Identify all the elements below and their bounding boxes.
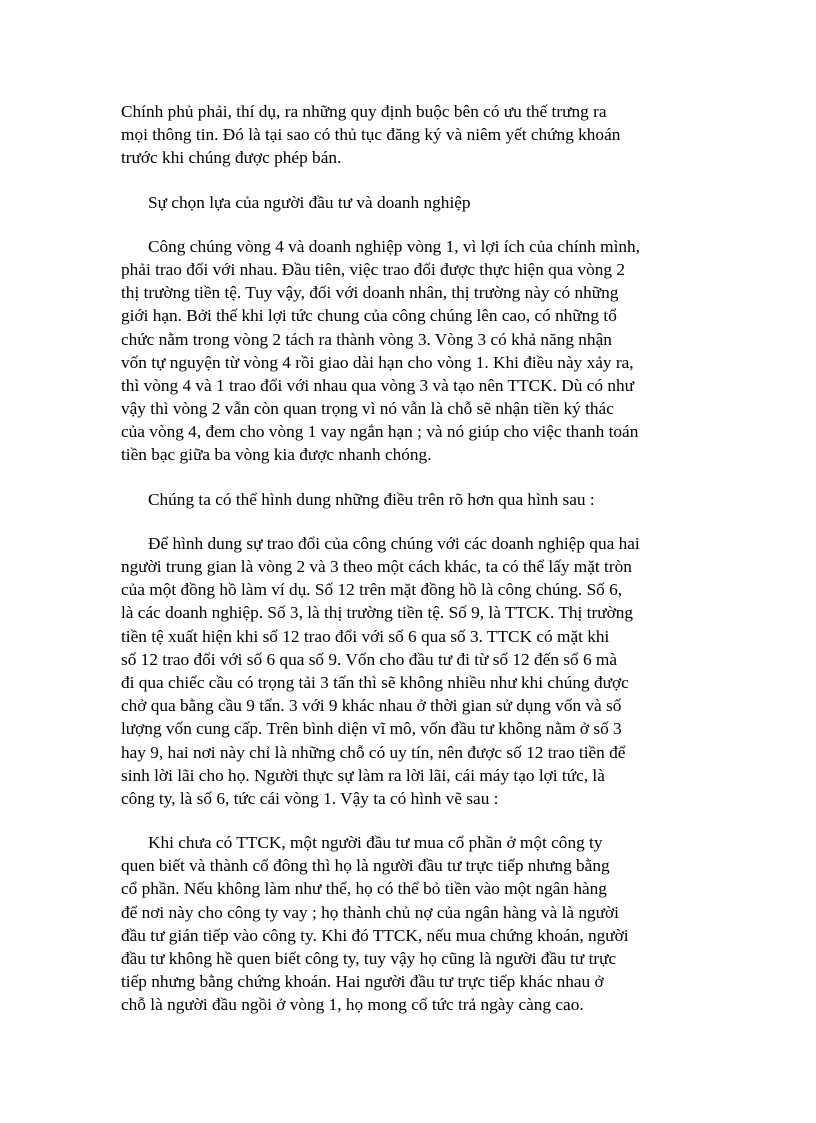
text-line: chở qua bằng cầu 9 tấn. 3 với 9 khác nhau ở thời gian sử dụng vốn và số bbox=[121, 696, 622, 716]
text-line: đầu tư gián tiếp vào công ty. Khi đó TTCK, nếu mua chứng khoán, người bbox=[121, 925, 629, 945]
text-line: Sự chọn lựa của người đầu tư và doanh nghiệp bbox=[148, 192, 471, 212]
text-line: Công chúng vòng 4 và doanh nghiệp vòng 1, vì lợi ích của chính mình, bbox=[148, 236, 640, 256]
text-line: số 12 trao đổi với số 6 qua số 9. Vốn cho đầu tư đi từ số 12 đến số 6 mà bbox=[121, 649, 618, 669]
text-line: phải trao đổi với nhau. Đầu tiên, việc trao đổi được thực hiện qua vòng 2 bbox=[121, 259, 625, 279]
text-line: Chính phủ phải, thí dụ, ra những quy định buộc bên có ưu thế trưng ra bbox=[121, 102, 607, 121]
text-line: giới hạn. Bởi thế khi lợi tức chung của công chúng lên cao, có những tổ bbox=[121, 306, 617, 326]
text-line: thị trường tiền tệ. Tuy vậy, đối với doanh nhân, thị trường này có những bbox=[121, 283, 619, 303]
text-line: là các doanh nghiệp. Số 3, là thị trường tiền tệ. Số 9, là TTCK. Thị trường bbox=[121, 603, 634, 623]
text-line: Để hình dung sự trao đổi của công chúng với các doanh nghiệp qua hai bbox=[148, 533, 640, 553]
text-line: đi qua chiếc cầu có trọng tải 3 tấn thì sẽ không nhiều như khi chúng được bbox=[121, 672, 629, 692]
text-line: mọi thông tin. Đó là tại sao có thủ tục đăng ký và niêm yết chứng khoán bbox=[121, 125, 621, 145]
paragraph bbox=[121, 831, 701, 1017]
text-line: người trung gian là vòng 2 và 3 theo một cách khác, ta có thể lấy mặt tròn bbox=[121, 557, 632, 576]
text-line: chỗ là người đầu ngồi ở vòng 1, họ mong cổ tức trả ngày càng cao. bbox=[121, 995, 584, 1015]
text-line: đầu tư không hề quen biết công ty, tuy vậy họ cũng là người đầu tư trực bbox=[121, 949, 617, 968]
text-line: vốn tự nguyện từ vòng 4 rồi giao dài hạn cho vòng 1. Khi điều này xảy ra, bbox=[121, 352, 634, 372]
paragraph bbox=[121, 100, 701, 170]
text-line: Khi chưa có TTCK, một người đầu tư mua cổ phần ở một công ty bbox=[148, 833, 603, 853]
text-line: chức nằm trong vòng 2 tách ra thành vòng 3. Vòng 3 có khả năng nhận bbox=[121, 329, 612, 349]
text-line: tiếp nhưng bằng chứng khoán. Hai người đầu tư trực tiếp khác nhau ở bbox=[121, 972, 604, 992]
text-line: để nơi này cho công ty vay ; họ thành chủ nợ của ngân hàng và là người bbox=[121, 902, 619, 922]
text-line: tiền bạc giữa ba vòng kia được nhanh chóng. bbox=[121, 445, 432, 465]
text-line: công ty, là số 6, tức cái vòng 1. Vậy ta có hình vẽ sau : bbox=[121, 788, 499, 808]
text-line: thì vòng 4 và 1 trao đổi với nhau qua vòng 3 và tạo nên TTCK. Dù có như bbox=[121, 375, 635, 395]
text-line: lượng vốn cung cấp. Trên bình diện vĩ mô, vốn đầu tư không nằm ở số 3 bbox=[121, 719, 622, 739]
document-page bbox=[121, 100, 701, 1038]
paragraph bbox=[121, 191, 701, 214]
paragraph bbox=[121, 488, 701, 511]
text-line: sinh lời lãi cho họ. Người thực sự làm ra lời lãi, cái máy tạo lợi tức, là bbox=[121, 765, 605, 785]
paragraph bbox=[121, 532, 701, 810]
text-line: quen biết và thành cổ đông thì họ là người đầu tư trực tiếp nhưng bằng bbox=[121, 856, 610, 876]
text-line: cổ phần. Nếu không làm như thế, họ có thể bỏ tiền vào một ngân hàng bbox=[121, 879, 607, 899]
text-line: Chúng ta có thể hình dung những điều trên rõ hơn qua hình sau : bbox=[148, 489, 595, 509]
text-line: của một đồng hồ làm ví dụ. Số 12 trên mặt đồng hồ là công chúng. Số 6, bbox=[121, 580, 623, 600]
paragraph bbox=[121, 235, 701, 467]
text-line: tiền tệ xuất hiện khi số 12 trao đổi với số 6 qua số 3. TTCK có mặt khi bbox=[121, 626, 610, 646]
text-line: của vòng 4, đem cho vòng 1 vay ngắn hạn ; và nó giúp cho việc thanh toán bbox=[121, 422, 639, 442]
text-line: vậy thì vòng 2 vẫn còn quan trọng vì nó vẫn là chỗ sẽ nhận tiền ký thác bbox=[121, 399, 614, 419]
text-line: hay 9, hai nơi này chỉ là những chỗ có uy tín, nên được số 12 trao tiền để bbox=[121, 742, 626, 762]
text-line: trước khi chúng được phép bán. bbox=[121, 148, 342, 168]
